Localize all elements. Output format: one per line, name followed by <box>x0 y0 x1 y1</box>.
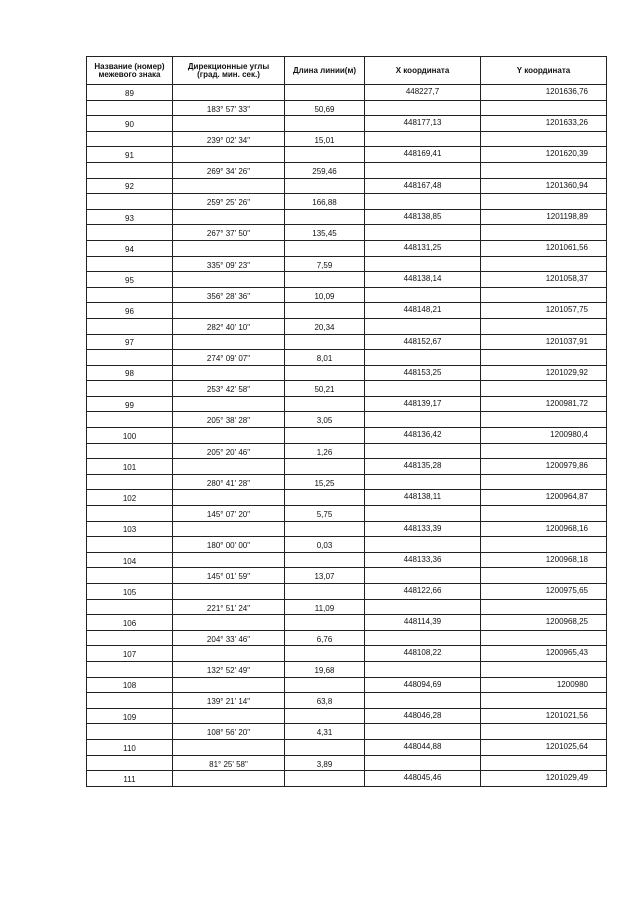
y-cell-empty <box>481 194 607 210</box>
x-cell-empty <box>365 100 481 116</box>
y-cell-empty <box>481 755 607 771</box>
table-row <box>87 755 607 771</box>
table-row <box>87 537 607 553</box>
name-cell-empty <box>87 225 173 241</box>
point-name-cell: 111 <box>87 771 173 787</box>
name-cell-empty <box>87 412 173 428</box>
angle-cell-empty <box>173 240 285 256</box>
direction-angle-cell: 81° 25' 58" <box>173 755 285 771</box>
direction-angle-cell: 267° 37' 50" <box>173 225 285 241</box>
angle-cell-empty <box>173 646 285 662</box>
table-row <box>87 116 607 132</box>
y-cell-empty <box>481 630 607 646</box>
y-coordinate-cell: 1201057,75 <box>481 303 607 319</box>
direction-angle-cell: 145° 01' 59" <box>173 568 285 584</box>
length-cell-empty <box>285 209 365 225</box>
table-row <box>87 599 607 615</box>
point-name-cell: 99 <box>87 396 173 412</box>
y-coordinate-cell: 1201620,39 <box>481 147 607 163</box>
y-coordinate-cell: 1201029,49 <box>481 771 607 787</box>
name-cell-empty <box>87 568 173 584</box>
point-name-cell: 93 <box>87 209 173 225</box>
y-cell-empty <box>481 568 607 584</box>
y-coordinate-cell: 1200968,25 <box>481 615 607 631</box>
x-coordinate-cell: 448114,39 <box>365 615 481 631</box>
line-length-cell: 5,75 <box>285 506 365 522</box>
table-header-row <box>87 57 607 85</box>
direction-angle-cell: 274° 09' 07" <box>173 350 285 366</box>
y-coordinate-cell: 1201360,94 <box>481 178 607 194</box>
name-cell-empty <box>87 131 173 147</box>
table-row <box>87 724 607 740</box>
length-cell-empty <box>285 178 365 194</box>
table-row <box>87 630 607 646</box>
angle-cell-empty <box>173 396 285 412</box>
x-cell-empty <box>365 131 481 147</box>
x-coordinate-cell: 448133,39 <box>365 521 481 537</box>
name-cell-empty <box>87 693 173 709</box>
point-name-cell: 102 <box>87 490 173 506</box>
name-cell-empty <box>87 537 173 553</box>
direction-angle-cell: 356° 28' 36" <box>173 287 285 303</box>
point-name-cell: 96 <box>87 303 173 319</box>
direction-angle-cell: 205° 20' 46" <box>173 443 285 459</box>
y-coordinate-cell: 1201025,64 <box>481 739 607 755</box>
x-coordinate-cell: 448148,21 <box>365 303 481 319</box>
angle-cell-empty <box>173 272 285 288</box>
y-coordinate-cell: 1200968,16 <box>481 521 607 537</box>
point-name-cell: 90 <box>87 116 173 132</box>
x-coordinate-cell: 448138,85 <box>365 209 481 225</box>
angle-cell-empty <box>173 428 285 444</box>
point-name-cell: 107 <box>87 646 173 662</box>
direction-angle-cell: 139° 21' 14" <box>173 693 285 709</box>
x-cell-empty <box>365 630 481 646</box>
point-name-cell: 100 <box>87 428 173 444</box>
line-length-cell: 259,46 <box>285 162 365 178</box>
table-row <box>87 771 607 787</box>
x-coordinate-cell: 448153,25 <box>365 365 481 381</box>
y-cell-empty <box>481 350 607 366</box>
line-length-cell: 10,09 <box>285 287 365 303</box>
boundary-coordinates-table <box>86 56 607 787</box>
x-coordinate-cell: 448094,69 <box>365 677 481 693</box>
y-cell-empty <box>481 724 607 740</box>
y-cell-empty <box>481 474 607 490</box>
length-cell-empty <box>285 708 365 724</box>
table-row <box>87 568 607 584</box>
length-cell-empty <box>285 334 365 350</box>
table-row <box>87 162 607 178</box>
table-row <box>87 584 607 600</box>
length-cell-empty <box>285 739 365 755</box>
name-cell-empty <box>87 506 173 522</box>
x-cell-empty <box>365 162 481 178</box>
direction-angle-cell: 183° 57' 33" <box>173 100 285 116</box>
length-cell-empty <box>285 116 365 132</box>
table-row <box>87 303 607 319</box>
y-coordinate-cell: 1201636,76 <box>481 85 607 101</box>
line-length-cell: 20,34 <box>285 318 365 334</box>
point-name-cell: 98 <box>87 365 173 381</box>
name-cell-empty <box>87 474 173 490</box>
name-cell-empty <box>87 661 173 677</box>
length-cell-empty <box>285 646 365 662</box>
direction-angle-cell: 335° 09' 23" <box>173 256 285 272</box>
table-row <box>87 708 607 724</box>
x-cell-empty <box>365 318 481 334</box>
length-cell-empty <box>285 521 365 537</box>
angle-cell-empty <box>173 334 285 350</box>
table-row <box>87 661 607 677</box>
table-row <box>87 225 607 241</box>
x-coordinate-cell: 448045,46 <box>365 771 481 787</box>
line-length-cell: 13,07 <box>285 568 365 584</box>
x-cell-empty <box>365 256 481 272</box>
direction-angle-cell: 132° 52' 49" <box>173 661 285 677</box>
x-cell-empty <box>365 755 481 771</box>
y-coordinate-cell: 1201021,56 <box>481 708 607 724</box>
point-name-cell: 95 <box>87 272 173 288</box>
point-name-cell: 103 <box>87 521 173 537</box>
line-length-cell: 19,68 <box>285 661 365 677</box>
table-row <box>87 194 607 210</box>
direction-angle-cell: 269° 34' 26" <box>173 162 285 178</box>
point-name-cell: 104 <box>87 552 173 568</box>
y-coordinate-cell: 1201058,37 <box>481 272 607 288</box>
name-cell-empty <box>87 256 173 272</box>
direction-angle-cell: 239° 02' 34" <box>173 131 285 147</box>
header-y-coordinate: Y координата <box>481 57 607 85</box>
name-cell-empty <box>87 381 173 397</box>
x-cell-empty <box>365 568 481 584</box>
direction-angle-cell: 280° 41' 28" <box>173 474 285 490</box>
table-row <box>87 490 607 506</box>
x-coordinate-cell: 448167,48 <box>365 178 481 194</box>
name-cell-empty <box>87 630 173 646</box>
y-cell-empty <box>481 693 607 709</box>
x-cell-empty <box>365 599 481 615</box>
y-coordinate-cell: 1201037,91 <box>481 334 607 350</box>
line-length-cell: 8,01 <box>285 350 365 366</box>
length-cell-empty <box>285 85 365 101</box>
x-coordinate-cell: 448227,7 <box>365 85 481 101</box>
name-cell-empty <box>87 724 173 740</box>
angle-cell-empty <box>173 459 285 475</box>
table-row <box>87 428 607 444</box>
x-cell-empty <box>365 350 481 366</box>
x-coordinate-cell: 448131,25 <box>365 240 481 256</box>
table-row <box>87 85 607 101</box>
line-length-cell: 11,09 <box>285 599 365 615</box>
length-cell-empty <box>285 490 365 506</box>
x-cell-empty <box>365 412 481 428</box>
point-name-cell: 110 <box>87 739 173 755</box>
direction-angle-cell: 259° 25' 26" <box>173 194 285 210</box>
name-cell-empty <box>87 100 173 116</box>
x-cell-empty <box>365 443 481 459</box>
length-cell-empty <box>285 428 365 444</box>
angle-cell-empty <box>173 178 285 194</box>
line-length-cell: 0,03 <box>285 537 365 553</box>
x-cell-empty <box>365 225 481 241</box>
direction-angle-cell: 204° 33' 46" <box>173 630 285 646</box>
table-row <box>87 365 607 381</box>
length-cell-empty <box>285 147 365 163</box>
point-name-cell: 109 <box>87 708 173 724</box>
point-name-cell: 105 <box>87 584 173 600</box>
point-name-cell: 97 <box>87 334 173 350</box>
name-cell-empty <box>87 443 173 459</box>
angle-cell-empty <box>173 365 285 381</box>
line-length-cell: 4,31 <box>285 724 365 740</box>
point-name-cell: 91 <box>87 147 173 163</box>
table-row <box>87 272 607 288</box>
x-coordinate-cell: 448133,36 <box>365 552 481 568</box>
line-length-cell: 6,76 <box>285 630 365 646</box>
x-cell-empty <box>365 474 481 490</box>
point-name-cell: 92 <box>87 178 173 194</box>
angle-cell-empty <box>173 490 285 506</box>
point-name-cell: 101 <box>87 459 173 475</box>
length-cell-empty <box>285 272 365 288</box>
angle-cell-empty <box>173 303 285 319</box>
y-coordinate-cell: 1200979,86 <box>481 459 607 475</box>
x-coordinate-cell: 448138,11 <box>365 490 481 506</box>
table-row <box>87 693 607 709</box>
length-cell-empty <box>285 552 365 568</box>
angle-cell-empty <box>173 677 285 693</box>
table-row <box>87 178 607 194</box>
table-body <box>87 85 607 787</box>
y-coordinate-cell: 1200965,43 <box>481 646 607 662</box>
y-coordinate-cell: 1201198,89 <box>481 209 607 225</box>
angle-cell-empty <box>173 708 285 724</box>
y-coordinate-cell: 1200968,18 <box>481 552 607 568</box>
angle-cell-empty <box>173 739 285 755</box>
length-cell-empty <box>285 365 365 381</box>
x-coordinate-cell: 448152,67 <box>365 334 481 350</box>
x-coordinate-cell: 448138,14 <box>365 272 481 288</box>
table-row <box>87 381 607 397</box>
name-cell-empty <box>87 350 173 366</box>
point-name-cell: 89 <box>87 85 173 101</box>
line-length-cell: 3,89 <box>285 755 365 771</box>
y-cell-empty <box>481 287 607 303</box>
table-row <box>87 677 607 693</box>
y-cell-empty <box>481 100 607 116</box>
line-length-cell: 7,59 <box>285 256 365 272</box>
y-coordinate-cell: 1200980 <box>481 677 607 693</box>
line-length-cell: 50,21 <box>285 381 365 397</box>
x-coordinate-cell: 448136,42 <box>365 428 481 444</box>
table-row <box>87 131 607 147</box>
angle-cell-empty <box>173 209 285 225</box>
y-cell-empty <box>481 661 607 677</box>
direction-angle-cell: 145° 07' 20" <box>173 506 285 522</box>
y-cell-empty <box>481 225 607 241</box>
table-row <box>87 256 607 272</box>
x-coordinate-cell: 448046,28 <box>365 708 481 724</box>
point-name-cell: 106 <box>87 615 173 631</box>
y-coordinate-cell: 1200964,87 <box>481 490 607 506</box>
direction-angle-cell: 221° 51' 24" <box>173 599 285 615</box>
point-name-cell: 108 <box>87 677 173 693</box>
length-cell-empty <box>285 584 365 600</box>
table-row <box>87 396 607 412</box>
x-cell-empty <box>365 506 481 522</box>
y-cell-empty <box>481 412 607 428</box>
y-cell-empty <box>481 443 607 459</box>
length-cell-empty <box>285 240 365 256</box>
angle-cell-empty <box>173 771 285 787</box>
x-coordinate-cell: 448044,88 <box>365 739 481 755</box>
x-cell-empty <box>365 724 481 740</box>
x-coordinate-cell: 448122,66 <box>365 584 481 600</box>
y-coordinate-cell: 1200981,72 <box>481 396 607 412</box>
table-row <box>87 506 607 522</box>
y-cell-empty <box>481 131 607 147</box>
length-cell-empty <box>285 396 365 412</box>
y-coordinate-cell: 1201061,56 <box>481 240 607 256</box>
header-point-name: Название (номер) межевого знака <box>87 57 173 85</box>
angle-cell-empty <box>173 521 285 537</box>
y-coordinate-cell: 1201029,92 <box>481 365 607 381</box>
line-length-cell: 3,05 <box>285 412 365 428</box>
angle-cell-empty <box>173 116 285 132</box>
y-cell-empty <box>481 506 607 522</box>
y-coordinate-cell: 1201633,26 <box>481 116 607 132</box>
name-cell-empty <box>87 318 173 334</box>
length-cell-empty <box>285 615 365 631</box>
direction-angle-cell: 108° 56' 20" <box>173 724 285 740</box>
name-cell-empty <box>87 599 173 615</box>
angle-cell-empty <box>173 85 285 101</box>
name-cell-empty <box>87 287 173 303</box>
header-x-coordinate: X координата <box>365 57 481 85</box>
length-cell-empty <box>285 459 365 475</box>
line-length-cell: 15,01 <box>285 131 365 147</box>
table-row <box>87 209 607 225</box>
x-cell-empty <box>365 194 481 210</box>
table-row <box>87 521 607 537</box>
table-row <box>87 443 607 459</box>
table-row <box>87 552 607 568</box>
name-cell-empty <box>87 162 173 178</box>
y-cell-empty <box>481 381 607 397</box>
direction-angle-cell: 205° 38' 28" <box>173 412 285 428</box>
line-length-cell: 166,88 <box>285 194 365 210</box>
header-line-length: Длина линии(м) <box>285 57 365 85</box>
point-name-cell: 94 <box>87 240 173 256</box>
y-cell-empty <box>481 162 607 178</box>
table-row <box>87 350 607 366</box>
header-direction-angle: Дирекционные углы (град. мин. сек.) <box>173 57 285 85</box>
x-cell-empty <box>365 661 481 677</box>
table-row <box>87 615 607 631</box>
table-row <box>87 459 607 475</box>
x-coordinate-cell: 448169,41 <box>365 147 481 163</box>
name-cell-empty <box>87 755 173 771</box>
table-row <box>87 474 607 490</box>
length-cell-empty <box>285 677 365 693</box>
x-cell-empty <box>365 693 481 709</box>
y-cell-empty <box>481 256 607 272</box>
direction-angle-cell: 180° 00' 00" <box>173 537 285 553</box>
x-coordinate-cell: 448139,17 <box>365 396 481 412</box>
angle-cell-empty <box>173 584 285 600</box>
length-cell-empty <box>285 303 365 319</box>
y-coordinate-cell: 1200980,4 <box>481 428 607 444</box>
y-cell-empty <box>481 537 607 553</box>
x-coordinate-cell: 448177,13 <box>365 116 481 132</box>
angle-cell-empty <box>173 552 285 568</box>
y-coordinate-cell: 1200975,65 <box>481 584 607 600</box>
x-coordinate-cell: 448135,28 <box>365 459 481 475</box>
x-cell-empty <box>365 537 481 553</box>
line-length-cell: 135,45 <box>285 225 365 241</box>
boundary-table-page <box>86 56 606 787</box>
table-row <box>87 100 607 116</box>
line-length-cell: 63,8 <box>285 693 365 709</box>
table-row <box>87 334 607 350</box>
table-row <box>87 318 607 334</box>
table-row <box>87 240 607 256</box>
table-row <box>87 287 607 303</box>
direction-angle-cell: 282° 40' 10" <box>173 318 285 334</box>
x-cell-empty <box>365 287 481 303</box>
x-coordinate-cell: 448108,22 <box>365 646 481 662</box>
length-cell-empty <box>285 771 365 787</box>
direction-angle-cell: 253° 42' 58" <box>173 381 285 397</box>
name-cell-empty <box>87 194 173 210</box>
y-cell-empty <box>481 318 607 334</box>
angle-cell-empty <box>173 147 285 163</box>
angle-cell-empty <box>173 615 285 631</box>
x-cell-empty <box>365 381 481 397</box>
table-row <box>87 646 607 662</box>
line-length-cell: 15,25 <box>285 474 365 490</box>
line-length-cell: 50,69 <box>285 100 365 116</box>
line-length-cell: 1,26 <box>285 443 365 459</box>
table-row <box>87 739 607 755</box>
y-cell-empty <box>481 599 607 615</box>
table-row <box>87 412 607 428</box>
table-row <box>87 147 607 163</box>
